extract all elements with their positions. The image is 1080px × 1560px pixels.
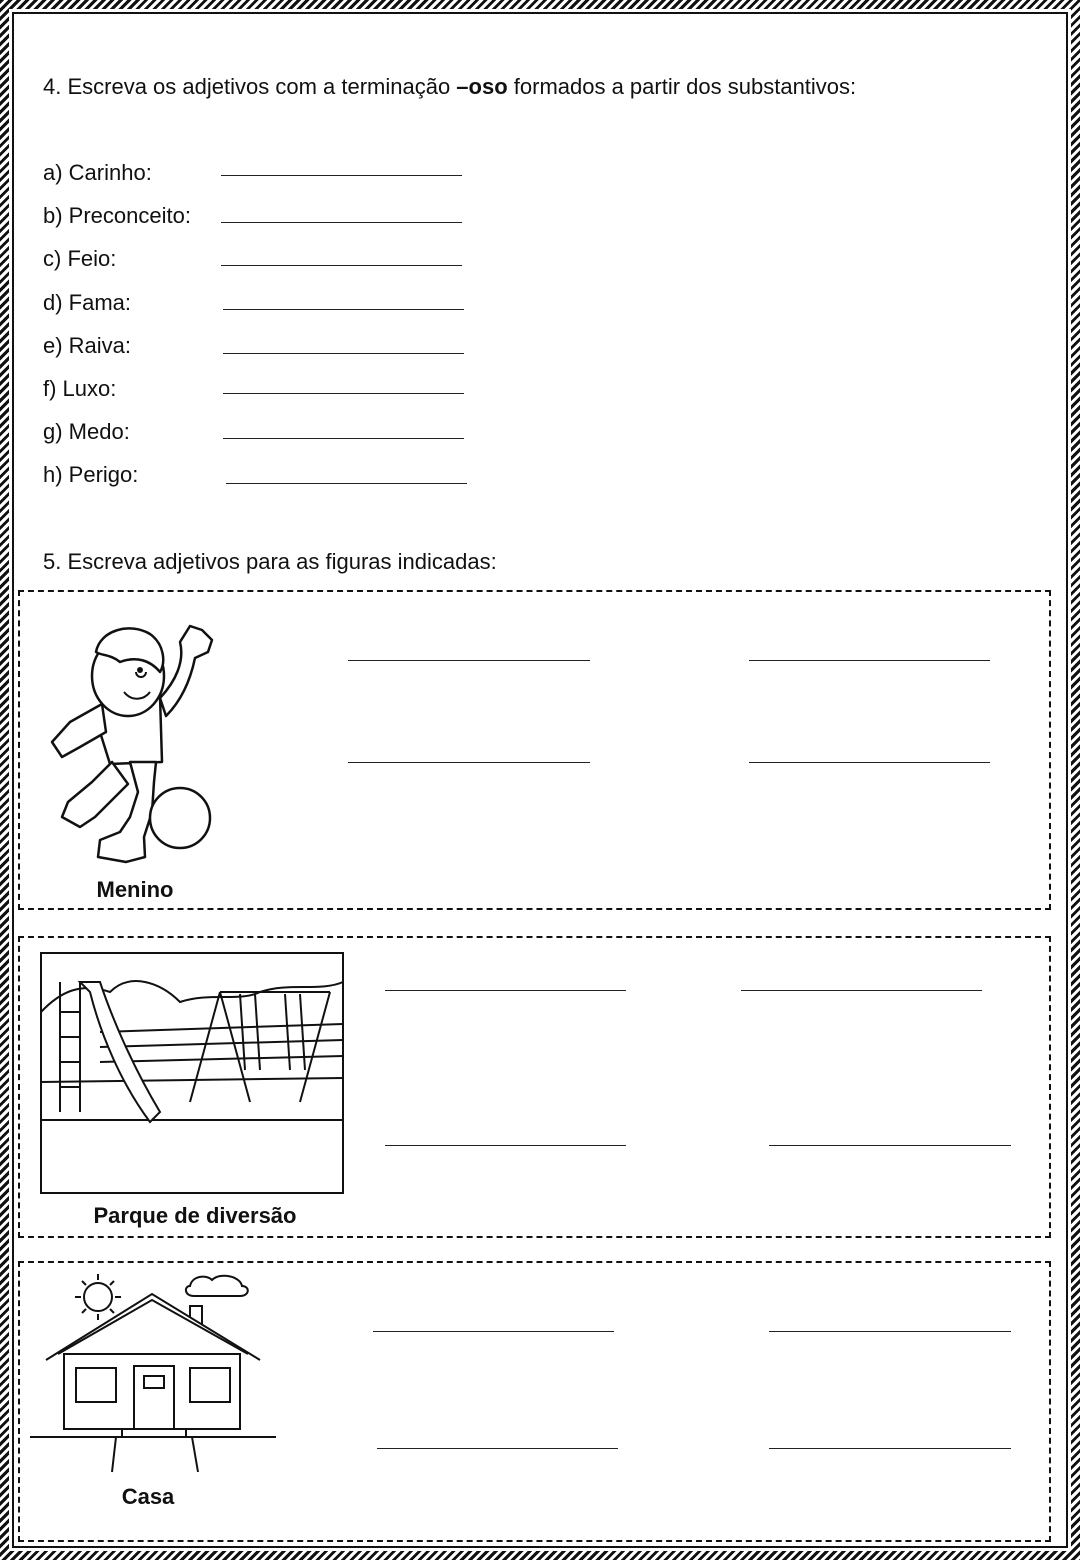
parque-line-4[interactable]: [769, 1145, 1011, 1146]
menino-line-3[interactable]: [348, 762, 590, 763]
menino-line-1[interactable]: [348, 660, 590, 661]
question-5-title: 5. Escreva adjetivos para as figuras indicadas:: [43, 549, 497, 574]
item-d-label: d) Fama:: [43, 290, 132, 315]
caption-parque: Parque de diversão: [93, 1203, 297, 1228]
answer-line-e[interactable]: [223, 353, 464, 354]
casa-line-3[interactable]: [377, 1448, 618, 1449]
parque-line-1[interactable]: [385, 990, 626, 991]
question-4-title: 4. Escreva os adjetivos com a terminação –oso formados a partir dos substantivos:: [43, 74, 857, 99]
casa-line-4[interactable]: [769, 1448, 1011, 1449]
item-h-label: h) Perigo:: [43, 462, 139, 487]
parque-line-3[interactable]: [385, 1145, 626, 1146]
casa-line-2[interactable]: [769, 1331, 1011, 1332]
answer-line-f[interactable]: [223, 393, 464, 394]
house-icon: [28, 1272, 278, 1477]
answer-line-h[interactable]: [226, 483, 467, 484]
item-f-label: f) Luxo:: [43, 376, 117, 401]
answer-line-d[interactable]: [223, 309, 464, 310]
parque-line-2[interactable]: [741, 990, 982, 991]
answer-line-b[interactable]: [221, 222, 462, 223]
item-c-label: c) Feio:: [43, 246, 117, 271]
menino-line-2[interactable]: [749, 660, 990, 661]
playground-icon: [40, 952, 344, 1194]
item-g-label: g) Medo:: [43, 419, 130, 444]
caption-menino: Menino: [96, 877, 174, 902]
item-a-label: a) Carinho:: [43, 160, 152, 185]
caption-casa: Casa: [121, 1484, 175, 1509]
answer-line-a[interactable]: [221, 175, 462, 176]
item-e-label: e) Raiva:: [43, 333, 132, 358]
casa-line-1[interactable]: [373, 1331, 614, 1332]
boy-kicking-ball-icon: [40, 612, 230, 870]
menino-line-4[interactable]: [749, 762, 990, 763]
item-b-label: b) Preconceito:: [43, 203, 191, 228]
answer-line-c[interactable]: [221, 265, 462, 266]
answer-line-g[interactable]: [223, 438, 464, 439]
